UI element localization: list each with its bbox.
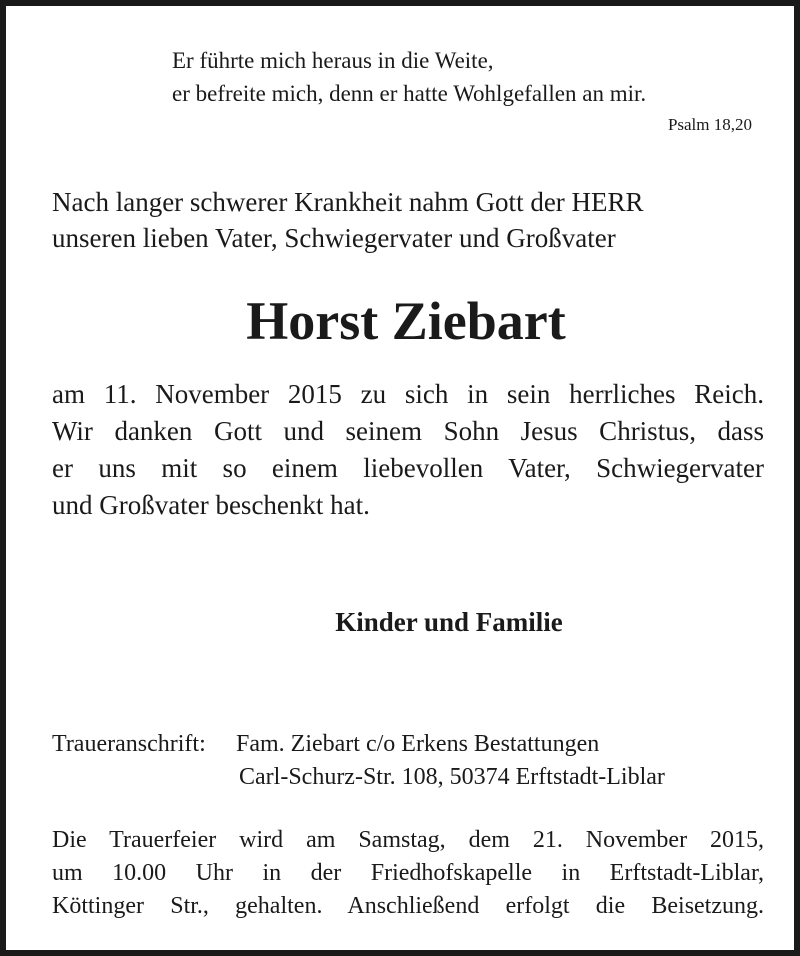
body-line-2: Wir danken Gott und seinem Sohn Jesus Christus, dass [52,416,764,446]
ceremony-info [52,824,764,923]
body-line-3: er uns mit so einem liebevollen Vater, Schwiegervater [52,453,764,483]
intro-text [52,184,772,256]
mourning-address [52,728,772,794]
signature: Kinder und Familie [335,607,563,637]
intro-line-1: Nach langer schwerer Krankheit nahm Gott der HERR [52,187,644,217]
body-text [52,376,764,524]
ceremony-line-1: Die Trauerfeier wird am Samstag, dem 21. November 2015, [52,827,764,853]
address-label: Traueranschrift: [52,731,206,757]
intro-line-2: unseren lieben Vater, Schwiegervater und Großvater [52,223,616,253]
ceremony-line-2: um 10.00 Uhr in der Friedhofskapelle in Erftstadt-Liblar, [52,860,764,886]
ceremony-line-3: Köttinger Str., gehalten. Anschließend erfolgt die Beisetzung. [52,893,764,919]
bible-verse [172,44,772,110]
body-line-1: am 11. November 2015 zu sich in sein herrliches Reich. [52,379,764,409]
deceased-name: Horst Ziebart [246,291,566,351]
verse-line-1: Er führte mich heraus in die Weite, [172,48,494,73]
body-line-4: und Großvater beschenkt hat. [52,490,370,520]
verse-reference: Psalm 18,20 [667,115,752,134]
address-line-1: Fam. Ziebart c/o Erkens Bestattungen [236,731,600,757]
address-line-2: Carl-Schurz-Str. 108, 50374 Erftstadt-Liblar [239,764,665,790]
verse-line-2: er befreite mich, denn er hatte Wohlgefallen an mir. [172,81,647,106]
